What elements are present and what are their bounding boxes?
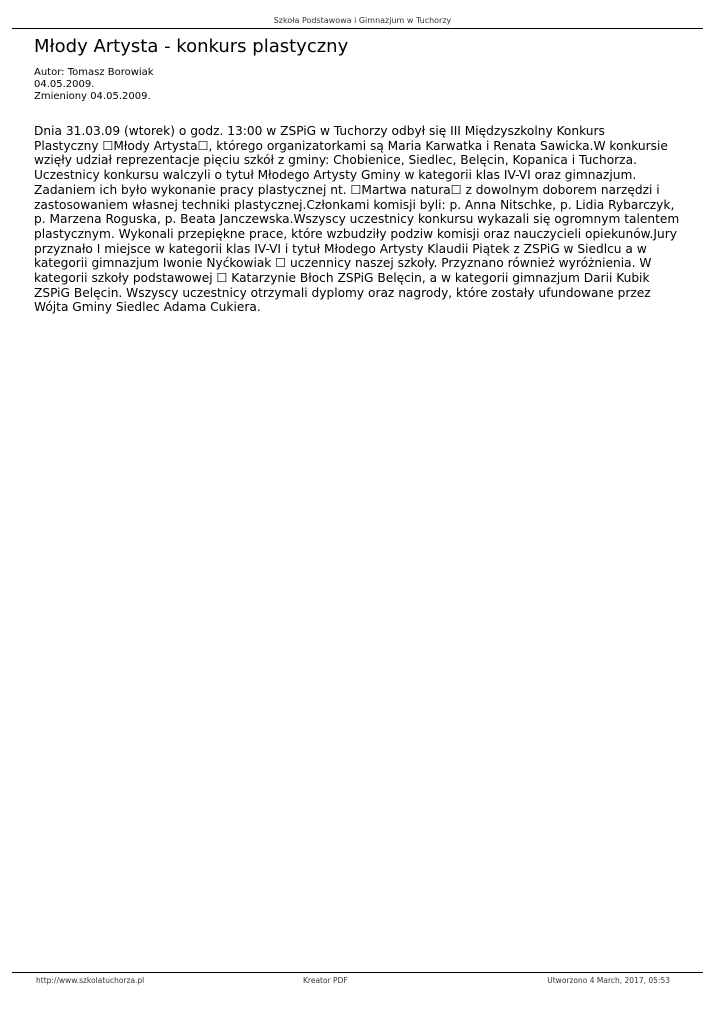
article-date: 04.05.2009.: [34, 79, 95, 90]
article-meta: [34, 67, 154, 103]
footer-url: http://www.szkolatuchorza.pl: [36, 976, 145, 985]
footer-created-date: Utworzono 4 March, 2017, 05:53: [547, 976, 670, 985]
footer-divider: [12, 972, 703, 973]
page-header-title: Szkoła Podstawowa i Gimnazjum w Tuchorzy: [273, 16, 452, 25]
article-author: Autor: Tomasz Borowiak: [34, 67, 154, 78]
article-body: Dnia 31.03.09 (wtorek) o godz. 13:00 w ZSPiG w Tuchorzy odbył się III Międzyszkolny Konkurs Plastyczny ☐Młody Artysta☐, którego organizatorkami są Maria Karwatka i Renata Sawicka.W konkursie wzięły udział reprezentacje pięciu szkół z gminy: Chobienice, Siedlec, Belęcin, Kopanica i Tuchorza. Uczestnicy konkursu walczyli o tytuł Młodego Artysty Gminy w kategorii klas IV-VI oraz gimnazjum. Zadaniem ich było wykonanie pracy plastycznej nt. ☐Martwa natura☐ z dowolnym doborem narzędzi i zastosowaniem własnej techniki plastycznej.Członkami komisji byli: p. Anna Nitschke, p. Lidia Rybarczyk, p. Marzena Roguska, p. Beata Janczewska.Wszyscy uczestnicy konkursu wykazali się ogromnym talentem plastycznym. Wykonali przepiękne prace, które wzbudziły podziw komisji oraz nauczycieli opiekunów.Jury przyznało I miejsce w kategorii klas IV-VI i tytuł Młodego Artysty Klaudii Piątek z ZSPiG w Siedlcu a w kategorii gimnazjum Iwonie Nyćkowiak ☐ uczennicy naszej szkoły. Przyznano również wyróżnienia. W kategorii szkoły podstawowej ☐ Katarzynie Błoch ZSPiG Belęcin, a w kategorii gimnazjum Darii Kubik ZSPiG Belęcin. Wszyscy uczestnicy otrzymali dyplomy oraz nagrody, które zostały ufundowane przez Wójta Gminy Siedlec Adama Cukiera.: [34, 124, 680, 315]
header-divider: [12, 28, 703, 29]
article-modified-date: Zmieniony 04.05.2009.: [34, 91, 151, 102]
article-title: Młody Artysta - konkurs plastyczny: [34, 36, 349, 57]
footer-generator: Kreator PDF: [303, 976, 348, 985]
